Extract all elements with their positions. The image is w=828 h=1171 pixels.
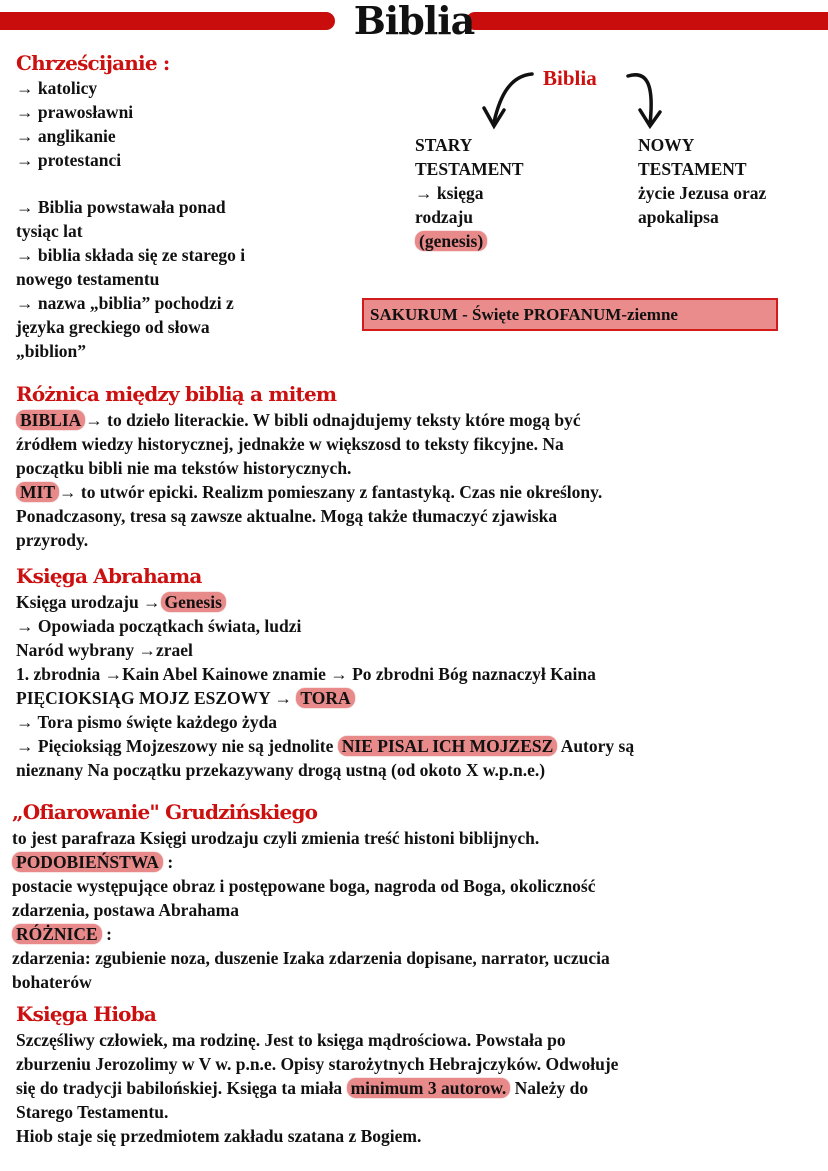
highlighted-term: BIBLIA [16,410,85,430]
text-line [16,408,602,432]
text-line [16,1124,618,1148]
section-hiob [16,1000,618,1148]
text-segment: źródłem wiedzy historycznej, jednakże w większosd to teksty fikcyjne. Na [16,434,564,454]
old-testament-line: rodzaju [415,207,474,227]
text-line [16,710,634,734]
old-testament-box [415,133,524,253]
text-line [16,528,602,552]
text-line [16,504,602,528]
text-line [16,614,634,638]
text-line [16,432,602,456]
text-segment: Ponadczasony, tresa są zawsze aktualne. Mogą także tłumaczyć zjawiska [16,506,558,526]
section-heading: „Ofiarowanie" Grudzińskiego [12,800,318,824]
section-heading: Księga Hioba [16,1002,157,1026]
section-heading: Różnica między biblią a mitem [16,382,337,406]
text-line [16,638,634,662]
text-segment: nieznany Na początku przekazywany drogą ustną (od okoto X w.p.n.e.) [16,760,546,780]
text-line [16,734,634,758]
new-testament-line: apokalipsa [638,207,719,227]
text-segment: → Tora pismo święte każdego żyda [16,712,278,732]
text-segment: Naród wybrany →zrael [16,640,193,660]
section-abraham [16,562,634,782]
text-line [16,590,634,614]
text-segment: Należy do [510,1078,589,1098]
text-line [16,686,634,710]
sakurum-profanum-box: SAKURUM - Święte PROFANUM-ziemne [362,298,778,331]
section-heading: Księga Abrahama [16,564,202,588]
text-line [12,898,610,922]
genesis-highlight: (genesis) [415,231,487,251]
old-testament-line: TESTAMENT [415,159,524,179]
new-testament-line: TESTAMENT [638,159,747,179]
fact-line: „biblion” [16,341,87,361]
fact-line: → Biblia powstawała ponad [16,197,226,217]
text-segment: → to dzieło literackie. W bibli odnajdujemy teksty które mogą być [85,410,581,430]
text-line [12,850,610,874]
text-line [16,1100,618,1124]
text-segment: 1. zbrodnia →Kain Abel Kainowe znamie → Po zbrodni Bóg naznaczył Kaina [16,664,596,684]
text-line [16,1052,618,1076]
text-line [12,970,610,994]
section-ofiarowanie [12,798,610,994]
text-segment: zdarzenia, postawa Abrahama [12,900,240,920]
highlighted-term: NIE PISAL ICH MOJZESZ [338,736,558,756]
text-line [16,1076,618,1100]
text-line [12,922,610,946]
highlighted-term: Genesis [161,592,226,612]
fact-line: nowego testamentu [16,269,160,289]
old-testament-line: → księga [415,183,484,203]
new-testament-line: NOWY [638,135,695,155]
text-segment: Autory są [557,736,635,756]
text-segment: : [162,852,174,872]
old-testament-line: STARY [415,135,473,155]
text-segment: początku bibli nie ma tekstów historycznych. [16,458,352,478]
fact-line: tysiąc lat [16,221,83,241]
list-item: → prawosławni [16,102,134,122]
text-segment: → to utwór epicki. Realizm pomieszany z fantastyką. Czas nie określony. [59,482,603,502]
text-segment: postacie występujące obraz i postępowane boga, nagroda od Boga, okoliczność [12,876,596,896]
text-segment: przyrody. [16,530,89,550]
text-line [16,662,634,686]
fact-line: języka greckiego od słowa [16,317,210,337]
new-testament-box [638,133,766,229]
text-segment: PIĘCIOKSIĄG MOJZ ESZOWY → [16,688,297,708]
text-line [12,946,610,970]
text-line [16,758,634,782]
bible-facts [16,195,245,363]
text-segment: Szczęśliwy człowiek, ma rodzinę. Jest to księga mądrościowa. Powstała po [16,1030,566,1050]
list-item: → katolicy [16,78,98,98]
text-line [16,1028,618,1052]
christians-heading: Chrześcijanie : [16,51,170,75]
page-title: Biblia [353,0,475,43]
text-line [12,874,610,898]
text-segment: zdarzenia: zgubienie noza, duszenie Izaka zdarzenia dopisane, narrator, uczucia [12,948,610,968]
text-segment: bohaterów [12,972,92,992]
text-segment: : [101,924,112,944]
text-segment: to jest parafraza Księgi urodzaju czyli zmienia treść histoni biblijnych. [12,828,540,848]
text-line [12,826,610,850]
diagram-center-label: Biblia [543,66,597,90]
list-item: → anglikanie [16,126,116,146]
highlighted-term: MIT [16,482,59,502]
text-segment: zburzeniu Jerozolimy w V w. p.n.e. Opisy starożytnych Hebrajczyków. Odwołuje [16,1054,619,1074]
highlighted-term: RÓŻNICE [12,924,102,944]
text-line [16,456,602,480]
highlighted-term: PODOBIEŃSTWA [12,852,163,872]
text-segment: się do tradycji babilońskiej. Księga ta miała [16,1078,347,1098]
section-bible-vs-myth [16,380,602,552]
text-segment: → Pięcioksiąg Mojzeszowy nie są jednolite [16,736,338,756]
christians-list [16,50,170,172]
new-testament-line: życie Jezusa oraz [638,183,767,203]
text-segment: → Opowiada początkach świata, ludzi [16,616,302,636]
highlighted-term: TORA [296,688,354,708]
list-item: → protestanci [16,150,122,170]
text-line [16,480,602,504]
fact-line: → biblia składa się ze starego i [16,245,246,265]
text-segment: Hiob staje się przedmiotem zakładu szatana z Bogiem. [16,1126,422,1146]
text-segment: Starego Testamentu. [16,1102,169,1122]
highlighted-term: minimum 3 autorow. [347,1078,511,1098]
fact-line: → nazwa „biblia” pochodzi z [16,293,234,313]
text-segment: Księga urodzaju → [16,592,161,612]
